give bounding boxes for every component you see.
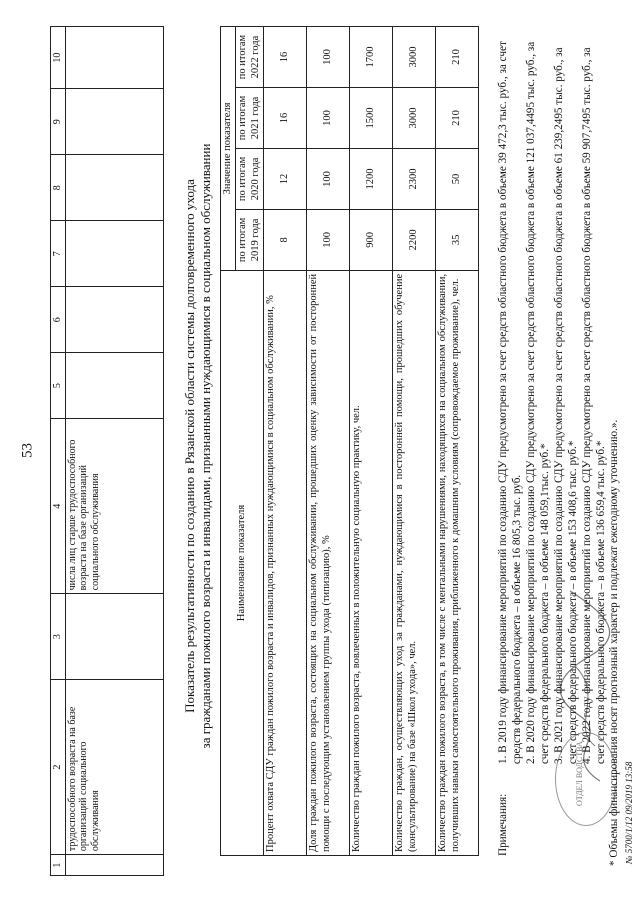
table-cell: числа лиц старше трудоспособного возраста на базе организаций социального обслуживания [65, 419, 163, 594]
indicator-value: 3000 [393, 87, 436, 148]
table-cell [65, 221, 163, 287]
table-cell [65, 353, 163, 419]
col-header: 1 [51, 855, 66, 876]
indicator-value: 1700 [350, 27, 393, 88]
year-header: по итогам 2021 года [236, 87, 264, 148]
continuation-table-row [65, 27, 163, 876]
year-header: по итогам 2019 года [236, 209, 264, 270]
table-row [264, 27, 307, 856]
indicator-value: 16 [264, 87, 307, 148]
col-header: 5 [51, 353, 66, 419]
table-row [393, 27, 436, 856]
indicator-value: 100 [307, 148, 350, 209]
indicator-name: Доля граждан пожилого возраста, состоящих на социальном обслуживании, прошедших оценку зависимости от посторонней помощи с последующим установлением группы ухода (типизацию), % [307, 270, 350, 855]
table-cell [65, 89, 163, 155]
continuation-table-header [51, 27, 66, 876]
year-header: по итогам 2022 года [236, 27, 264, 88]
indicator-name: Количество граждан пожилого возраста, в том числе с ментальными нарушениями, находящихся на социальном обслуживании, получивших навыки самостоятельного проживания, приближенного к домашним условиям (сопровождаемое проживание), чел. [436, 270, 479, 855]
page-number: 53 [19, 443, 36, 458]
col-header: 8 [51, 155, 66, 221]
rotated-content [50, 16, 634, 876]
table-cell [65, 855, 163, 876]
col-header: 9 [51, 89, 66, 155]
indicator-value: 1500 [350, 87, 393, 148]
indicator-value: 100 [307, 87, 350, 148]
table-cell: трудоспособного возраста на базе организаций социального обслуживания [65, 679, 163, 854]
table-cell [65, 27, 163, 89]
col-header: 2 [51, 679, 66, 854]
col-header: 10 [51, 27, 66, 89]
table-row [307, 27, 350, 856]
indicator-value: 8 [264, 209, 307, 270]
col-header: 4 [51, 419, 66, 594]
table-cell [65, 287, 163, 353]
value-header: Значение показателя [221, 27, 236, 271]
table-cell [65, 155, 163, 221]
col-header: 7 [51, 221, 66, 287]
stamp-text: ОТДЕЛ ВОДСТВА [575, 741, 584, 806]
indicator-value: 210 [436, 87, 479, 148]
indicator-value: 210 [436, 27, 479, 88]
indicator-value: 3000 [393, 27, 436, 88]
indicator-value: 100 [307, 27, 350, 88]
note-item: 2. В 2020 году финансирование мероприятий по созданию СДУ предусмотрено за счет средств областного бюджета в объеме 121 037,4495 тыс. руб., за счет средств федерального бюджета – в объеме 148 059,1тыс. руб.* [525, 41, 551, 764]
note-item: 3. В 2021 году финансирование мероприятий по созданию СДУ предусмотрено за счет средств областного бюджета в объеме 61 239,2495 тыс. руб., за счет средств федерального бюджета – в объеме 153 408,6 тыс. руб.* [553, 47, 579, 764]
col-header: 3 [51, 594, 66, 680]
footnote: * Объемы финансирования носят прогнозный характер и подлежат ежегодному уточнению.». [608, 419, 620, 866]
indicator-name: Процент охвата СДУ граждан пожилого возраста и инвалидов, признанных нуждающимися в социальном обслуживании, % [264, 270, 307, 855]
table-row [350, 27, 393, 856]
indicator-value: 1200 [350, 148, 393, 209]
indicator-value: 50 [436, 148, 479, 209]
indicator-value: 35 [436, 209, 479, 270]
table-cell [65, 594, 163, 680]
note-item: 4. В 2022 году финансирование мероприятий по созданию СДУ предусмотрено за счет средств областного бюджета в объеме 59 907,7495 тыс. руб., за счет средств федерального бюджета – в объеме 136 659,4 тыс. руб.* [581, 47, 607, 764]
note-item: 1. В 2019 году финансирование мероприятий по созданию СДУ предусмотрено за счет средств областного бюджета в объеме 39 472,3 тыс. руб., за счет средств федерального бюджета – в объеме 16 805,3 тыс. руб. [497, 41, 523, 764]
indicators-header [221, 27, 236, 856]
indicator-name: Количество граждан пожилого возраста, вовлеченных в положительную социальную практику, чел. [350, 270, 393, 855]
section-title [182, 76, 215, 816]
continuation-table [50, 26, 164, 876]
col-header: 6 [51, 287, 66, 353]
name-header: Наименование показателя [221, 270, 264, 855]
indicator-value: 2200 [393, 209, 436, 270]
indicator-name: Количество граждан, осуществляющих уход за гражданами, нуждающимися в посторонней помощи, прошедших обучение (консультирование) на базе «Школ ухода», чел. [393, 270, 436, 855]
title-line: за гражданами пожилого возраста и инвалидами, признанными нуждающимися в социальном обслуживании [198, 143, 214, 749]
indicator-value: 12 [264, 148, 307, 209]
year-header: по итогам 2020 года [236, 148, 264, 209]
indicator-value: 900 [350, 209, 393, 270]
indicator-value: 2300 [393, 148, 436, 209]
indicator-value: 16 [264, 27, 307, 88]
notes-label: Примечания: [497, 793, 509, 856]
indicators-table [220, 26, 479, 856]
title-line: Показатель результативности по созданию в Рязанской области системы долговременного ухода [182, 179, 197, 713]
table-row [436, 27, 479, 856]
document-number: № 5700/1/12 09/2019 13:58 [624, 761, 634, 864]
indicator-value: 100 [307, 209, 350, 270]
